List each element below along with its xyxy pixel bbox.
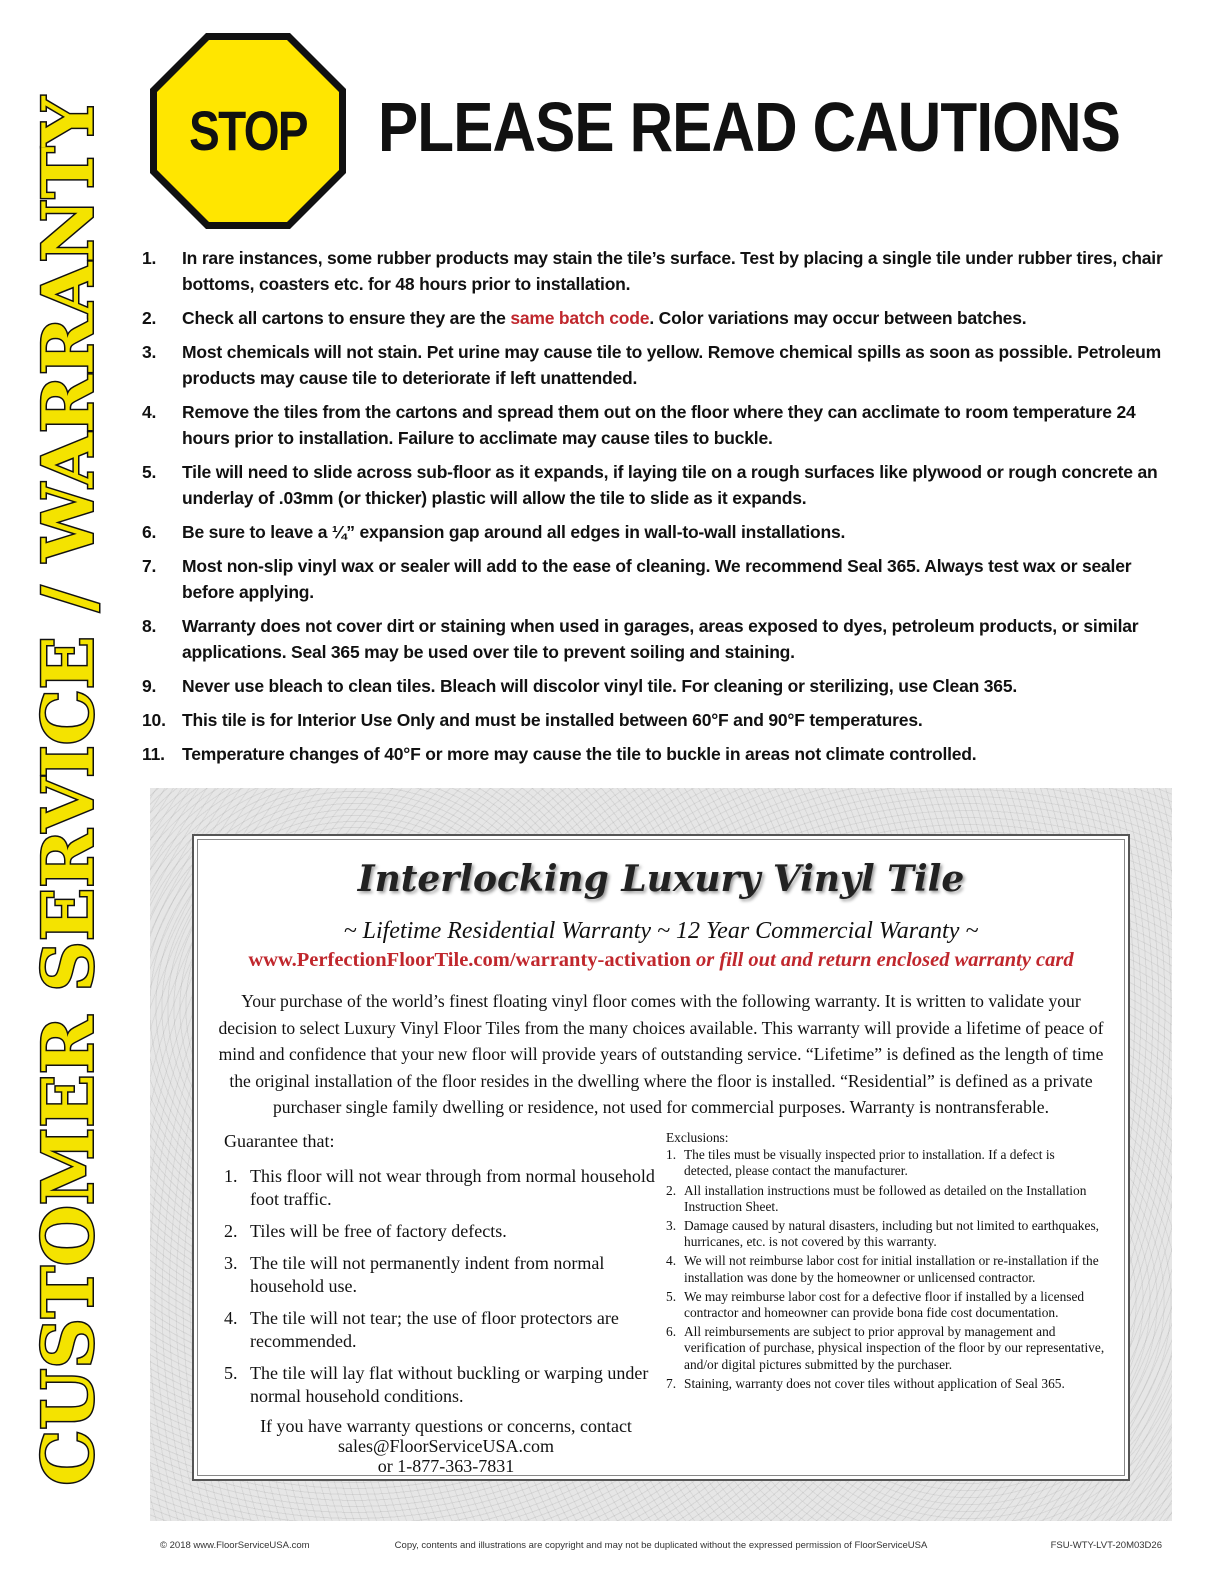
caution-number: 1.	[142, 248, 157, 268]
guarantee-item	[224, 1362, 664, 1408]
guarantee-section	[224, 1130, 664, 1417]
side-banner-text: CUSTOMER SERVICE / WARRANTY	[26, 96, 110, 1486]
exclusion-item	[666, 1324, 1106, 1373]
guarantee-text: The tile will not permanently indent from normal household use.	[250, 1253, 605, 1296]
guarantee-heading: Guarantee that:	[224, 1131, 335, 1151]
caution-item	[140, 245, 1180, 297]
caution-item	[140, 741, 1180, 767]
batch-code-highlight: same batch code	[510, 308, 650, 328]
caution-number: 11.	[142, 744, 165, 764]
guarantee-item	[224, 1165, 664, 1211]
caution-text: Most non-slip vinyl wax or sealer will add to the ease of cleaning. We recommend Seal 365. Always test wax or sealer before applying.	[182, 556, 1132, 602]
caution-number: 5.	[142, 462, 157, 482]
guarantee-number: 3.	[224, 1253, 238, 1273]
caution-item	[140, 305, 1180, 331]
exclusion-text: All installation instructions must be followed as detailed on the Installation Instruction Sheet.	[684, 1182, 1087, 1214]
stop-sign	[147, 30, 349, 232]
caution-text: This tile is for Interior Use Only and must be installed between 60°F and 90°F temperatures.	[182, 710, 923, 730]
guarantee-number: 4.	[224, 1308, 238, 1328]
caution-text: Never use bleach to clean tiles. Bleach will discolor vinyl tile. For cleaning or sterilizing, use Clean 365.	[182, 676, 1018, 696]
caution-item	[140, 673, 1180, 699]
guarantee-number: 1.	[224, 1166, 238, 1186]
warranty-activation-link[interactable]: www.PerfectionFloorTile.com/warranty-activation	[248, 949, 691, 971]
contact-email[interactable]: sales@FloorServiceUSA.com	[337, 1436, 555, 1456]
caution-item	[140, 519, 1180, 545]
guarantee-number: 2.	[224, 1221, 238, 1241]
contact-phone[interactable]: or 1-877-363-7831	[377, 1456, 515, 1476]
caution-number: 2.	[142, 308, 157, 328]
caution-text	[182, 305, 1180, 331]
exclusion-number: 2.	[666, 1182, 677, 1198]
caution-item	[140, 339, 1180, 391]
caution-text: Tile will need to slide across sub-floor as it expands, if laying tile on a rough surfaces like plywood or rough concrete an underlay of .03mm (or thicker) plastic will allow the tile to slide as it expands.	[182, 462, 1158, 508]
exclusion-item	[666, 1376, 1106, 1392]
caution-number: 7.	[142, 556, 157, 576]
caution-number: 6.	[142, 522, 157, 542]
caution-item	[140, 707, 1180, 733]
caution-number: 3.	[142, 342, 157, 362]
exclusions-section	[666, 1130, 1106, 1395]
guarantee-text: Tiles will be free of factory defects.	[250, 1221, 507, 1241]
footer-doc-code: FSU-WTY-LVT-20M03D26	[1050, 1540, 1162, 1551]
guarantee-text: This floor will not wear through from normal household foot traffic.	[250, 1166, 655, 1209]
caution-number: 10.	[142, 710, 166, 730]
caution-item	[140, 459, 1180, 511]
warranty-certificate	[150, 788, 1172, 1521]
exclusion-number: 1.	[666, 1147, 677, 1163]
exclusion-item	[666, 1253, 1106, 1285]
stop-label: STOP	[189, 99, 307, 162]
cautions-list	[140, 245, 1180, 775]
exclusion-number: 4.	[666, 1253, 677, 1269]
caution-item	[140, 399, 1180, 451]
caution-number: 4.	[142, 402, 157, 422]
guarantee-item	[224, 1252, 664, 1298]
exclusion-text: Damage caused by natural disasters, including but not limited to earthquakes, hurricanes, etc. is not covered by this warranty.	[684, 1218, 1099, 1250]
contact-line: If you have warranty questions or concerns, contact	[260, 1416, 632, 1436]
warranty-intro: Your purchase of the world’s finest floating vinyl floor comes with the following warranty. It is written to validate your decision to select Luxury Vinyl Floor Tiles from the many choices available. This warranty will provide a lifetime of peace of mind and confidence that your new floor will provide years of outstanding service. “Lifetime” is defined as the length of time the original installation of the floor resides in the dwelling where the floor is installed. “Residential” is defined as a private purchaser single family dwelling or residence, not used for commercial purposes. Warranty is nontransferable.	[218, 991, 1104, 1117]
exclusion-item	[666, 1289, 1106, 1321]
warranty-card-note: or fill out and return enclosed warranty card	[696, 949, 1074, 971]
certificate-panel	[192, 834, 1130, 1481]
contact-block	[206, 1416, 686, 1476]
exclusion-text: All reimbursements are subject to prior approval by management and verification of purchase, physical inspection of the floor by our representative, and/or digital pictures submitted by the purchaser.	[684, 1324, 1105, 1372]
footer-copyright: © 2018 www.FloorServiceUSA.com	[160, 1540, 310, 1551]
side-banner	[18, 26, 118, 1556]
caution-text-part: . Color variations may occur between batches.	[649, 308, 1027, 328]
caution-text: Be sure to leave a ¼” expansion gap around all edges in wall-to-wall installations.	[182, 522, 846, 542]
exclusion-text: We will not reimburse labor cost for initial installation or re-installation if the installation was done by the homeowner or unlicensed contractor.	[684, 1253, 1099, 1285]
guarantee-item	[224, 1307, 664, 1353]
exclusion-number: 7.	[666, 1375, 677, 1391]
caution-number: 8.	[142, 616, 157, 636]
exclusion-number: 5.	[666, 1288, 677, 1304]
exclusions-heading: Exclusions:	[666, 1130, 729, 1145]
caution-item	[140, 613, 1180, 665]
guarantee-text: The tile will not tear; the use of floor protectors are recommended.	[250, 1308, 619, 1351]
caution-text-part: Check all cartons to ensure they are the	[182, 308, 511, 328]
exclusion-item	[666, 1183, 1106, 1215]
caution-number: 9.	[142, 676, 157, 696]
exclusion-text: The tiles must be visually inspected prior to installation. If a defect is detected, please contact the manufacturer.	[684, 1147, 1055, 1179]
exclusion-number: 6.	[666, 1324, 677, 1340]
caution-item	[140, 553, 1180, 605]
exclusion-item	[666, 1147, 1106, 1179]
exclusion-item	[666, 1218, 1106, 1250]
page-title: PLEASE READ CAUTIONS	[378, 88, 1121, 166]
certificate-title: Interlocking Luxury Vinyl Tile	[357, 858, 965, 900]
caution-text: In rare instances, some rubber products may stain the tile’s surface. Test by placing a single tile under rubber tires, chair bottoms, coasters etc. for 48 hours prior to installation.	[182, 248, 1163, 294]
exclusion-text: We may reimburse labor cost for a defective floor if installed by a licensed contractor and homeowner can provide bona fide cost documentation.	[684, 1288, 1085, 1321]
caution-text: Warranty does not cover dirt or staining when used in garages, areas exposed to dyes, petroleum products, or similar applications. Seal 365 may be used over tile to prevent soiling and staining.	[182, 616, 1139, 662]
certificate-subtitle: ~ Lifetime Residential Warranty ~ 12 Year Commercial Waranty ~	[343, 918, 979, 944]
guarantee-item	[224, 1220, 664, 1243]
exclusion-number: 3.	[666, 1218, 677, 1234]
warranty-activation-line	[194, 949, 1128, 972]
guarantee-text: The tile will lay flat without buckling or warping under normal household conditions.	[250, 1363, 649, 1406]
caution-text: Remove the tiles from the cartons and spread them out on the floor where they can acclimate to room temperature 24 hours prior to installation. Failure to acclimate may cause tiles to buckle.	[182, 402, 1136, 448]
caution-text: Most chemicals will not stain. Pet urine may cause tile to yellow. Remove chemical spills as soon as possible. Petroleum products may cause tile to deteriorate if left unattended.	[182, 342, 1162, 388]
exclusion-text: Staining, warranty does not cover tiles without application of Seal 365.	[684, 1375, 1065, 1391]
caution-text: Temperature changes of 40°F or more may cause the tile to buckle in areas not climate controlled.	[182, 744, 977, 764]
guarantee-number: 5.	[224, 1363, 238, 1383]
footer-notice: Copy, contents and illustrations are copyright and may not be duplicated without the expressed permission of FloorServiceUSA	[394, 1540, 928, 1551]
